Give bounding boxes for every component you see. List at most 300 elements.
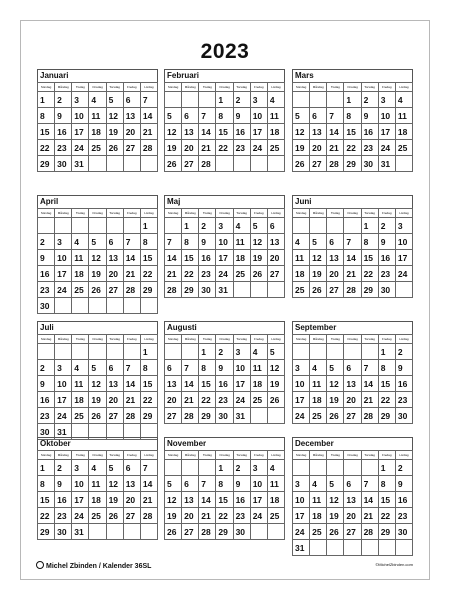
day-cell: 14	[199, 124, 216, 140]
day-cell: 21	[123, 266, 140, 282]
day-cell: 17	[55, 392, 72, 408]
weekday-label: Fredag	[378, 335, 395, 344]
week-row	[165, 460, 285, 476]
day-cell: 12	[165, 124, 182, 140]
day-cell: 29	[140, 282, 157, 298]
day-cell: 23	[55, 508, 72, 524]
week-row	[293, 376, 413, 392]
day-cell: 10	[250, 108, 267, 124]
day-cell: 2	[55, 460, 72, 476]
day-cell: 7	[140, 460, 157, 476]
day-cell: 20	[182, 508, 199, 524]
day-cell: 4	[89, 460, 106, 476]
day-cell: 11	[267, 108, 284, 124]
day-cell: 4	[72, 360, 89, 376]
day-cell	[327, 460, 344, 476]
day-cell: 24	[293, 408, 310, 424]
weekday-label: Torsdag	[106, 83, 123, 92]
day-cell: 16	[55, 492, 72, 508]
week-row	[165, 476, 285, 492]
day-cell	[216, 156, 233, 172]
day-cell: 29	[140, 408, 157, 424]
day-cell: 11	[89, 476, 106, 492]
weekday-label: Torsdag	[361, 335, 378, 344]
week-row	[38, 282, 158, 298]
month-grid	[37, 450, 158, 540]
day-cell: 1	[140, 344, 157, 360]
day-cell: 13	[182, 492, 199, 508]
day-cell: 5	[310, 234, 327, 250]
month-grid	[164, 450, 285, 540]
day-cell: 14	[344, 250, 361, 266]
day-cell: 3	[72, 92, 89, 108]
day-cell	[310, 344, 327, 360]
day-cell: 10	[55, 250, 72, 266]
day-cell: 12	[165, 492, 182, 508]
week-row	[165, 156, 285, 172]
day-cell: 6	[182, 108, 199, 124]
weekday-label: Tisdag	[327, 335, 344, 344]
day-cell: 19	[310, 266, 327, 282]
day-cell: 28	[140, 140, 157, 156]
day-cell: 2	[199, 218, 216, 234]
day-cell: 24	[55, 408, 72, 424]
day-cell: 29	[378, 524, 395, 540]
day-cell: 16	[361, 124, 378, 140]
day-cell: 10	[55, 376, 72, 392]
day-cell: 22	[378, 392, 395, 408]
day-cell: 31	[216, 282, 233, 298]
day-cell	[293, 344, 310, 360]
month-september	[292, 321, 413, 424]
weekday-label: Onsdag	[216, 83, 233, 92]
month-november	[164, 437, 285, 540]
day-cell: 22	[216, 140, 233, 156]
day-cell: 8	[378, 476, 395, 492]
day-cell: 30	[38, 424, 55, 440]
weekday-label: Lördag	[140, 451, 157, 460]
weekday-label: Onsdag	[89, 335, 106, 344]
day-cell: 25	[72, 408, 89, 424]
day-cell	[123, 298, 140, 314]
day-cell	[140, 524, 157, 540]
weekday-label: Lördag	[140, 335, 157, 344]
day-cell	[344, 344, 361, 360]
day-cell: 21	[199, 140, 216, 156]
weekday-label: Lördag	[140, 209, 157, 218]
weekday-label: Måndag	[310, 83, 327, 92]
day-cell: 5	[267, 344, 284, 360]
day-cell: 18	[310, 508, 327, 524]
weekday-label: Fredag	[123, 451, 140, 460]
day-cell: 27	[327, 282, 344, 298]
day-cell: 6	[344, 360, 361, 376]
day-cell: 15	[378, 492, 395, 508]
week-row	[38, 298, 158, 314]
weekday-label: Måndag	[55, 83, 72, 92]
day-cell: 21	[344, 266, 361, 282]
day-cell	[361, 460, 378, 476]
day-cell: 22	[182, 266, 199, 282]
day-cell: 31	[293, 540, 310, 556]
day-cell	[123, 524, 140, 540]
day-cell: 3	[293, 476, 310, 492]
day-cell: 27	[182, 524, 199, 540]
day-cell: 30	[395, 408, 412, 424]
day-cell: 26	[165, 156, 182, 172]
day-cell	[89, 298, 106, 314]
day-cell: 11	[233, 234, 250, 250]
day-cell: 18	[89, 124, 106, 140]
day-cell: 2	[55, 92, 72, 108]
day-cell: 13	[267, 234, 284, 250]
day-cell	[199, 92, 216, 108]
day-cell: 26	[89, 282, 106, 298]
day-cell: 1	[38, 460, 55, 476]
day-cell: 26	[293, 156, 310, 172]
day-cell: 27	[344, 524, 361, 540]
week-row	[38, 234, 158, 250]
weekday-label: Onsdag	[216, 209, 233, 218]
day-cell: 2	[216, 344, 233, 360]
week-row	[38, 376, 158, 392]
month-juni	[292, 195, 413, 298]
day-cell: 9	[395, 476, 412, 492]
day-cell: 3	[293, 360, 310, 376]
day-cell: 20	[344, 508, 361, 524]
day-cell: 5	[250, 218, 267, 234]
day-cell	[182, 92, 199, 108]
day-cell: 23	[38, 282, 55, 298]
day-cell: 23	[233, 140, 250, 156]
day-cell: 22	[199, 392, 216, 408]
week-row	[38, 108, 158, 124]
day-cell: 19	[327, 508, 344, 524]
day-cell: 5	[89, 360, 106, 376]
day-cell: 17	[250, 124, 267, 140]
day-cell: 3	[72, 460, 89, 476]
weekday-label: Söndag	[38, 83, 55, 92]
day-cell: 12	[89, 376, 106, 392]
month-title: Juni	[292, 195, 413, 208]
day-cell: 25	[395, 140, 412, 156]
day-cell: 10	[293, 376, 310, 392]
day-cell: 8	[216, 476, 233, 492]
day-cell: 27	[106, 282, 123, 298]
weekday-label: Torsdag	[361, 451, 378, 460]
day-cell: 24	[378, 140, 395, 156]
day-cell: 15	[182, 250, 199, 266]
day-cell: 24	[72, 140, 89, 156]
day-cell: 21	[327, 140, 344, 156]
day-cell: 21	[182, 392, 199, 408]
day-cell: 5	[89, 234, 106, 250]
weekday-label: Fredag	[378, 209, 395, 218]
week-row	[293, 140, 413, 156]
day-cell: 3	[250, 460, 267, 476]
day-cell: 8	[140, 234, 157, 250]
day-cell: 17	[72, 492, 89, 508]
day-cell: 9	[55, 476, 72, 492]
day-cell: 15	[361, 250, 378, 266]
day-cell: 8	[344, 108, 361, 124]
day-cell	[293, 460, 310, 476]
day-cell: 19	[327, 392, 344, 408]
day-cell: 5	[106, 460, 123, 476]
day-cell	[395, 156, 412, 172]
day-cell: 20	[310, 140, 327, 156]
day-cell: 2	[38, 360, 55, 376]
day-cell: 4	[72, 234, 89, 250]
day-cell: 30	[55, 156, 72, 172]
day-cell: 14	[140, 108, 157, 124]
day-cell: 1	[216, 92, 233, 108]
day-cell	[250, 408, 267, 424]
weekday-label: Tisdag	[72, 209, 89, 218]
day-cell: 13	[182, 124, 199, 140]
day-cell: 6	[182, 476, 199, 492]
week-row	[293, 460, 413, 476]
week-row	[165, 140, 285, 156]
day-cell	[327, 540, 344, 556]
month-title: Augusti	[164, 321, 285, 334]
weekday-label: Onsdag	[344, 83, 361, 92]
day-cell: 9	[361, 108, 378, 124]
weekday-label: Lördag	[267, 451, 284, 460]
week-row	[293, 408, 413, 424]
day-cell: 18	[267, 492, 284, 508]
weekday-label: Onsdag	[344, 335, 361, 344]
day-cell: 14	[199, 492, 216, 508]
month-grid	[292, 82, 413, 172]
day-cell: 10	[72, 108, 89, 124]
day-cell	[250, 156, 267, 172]
day-cell: 27	[267, 266, 284, 282]
month-title: Januari	[37, 69, 158, 82]
week-row	[38, 392, 158, 408]
day-cell: 14	[327, 124, 344, 140]
day-cell: 7	[182, 360, 199, 376]
day-cell: 9	[199, 234, 216, 250]
day-cell	[140, 298, 157, 314]
day-cell: 21	[165, 266, 182, 282]
day-cell	[55, 298, 72, 314]
day-cell	[395, 282, 412, 298]
day-cell: 8	[38, 108, 55, 124]
day-cell: 5	[327, 476, 344, 492]
day-cell: 8	[182, 234, 199, 250]
week-row	[293, 234, 413, 250]
weekday-label: Onsdag	[344, 451, 361, 460]
footer-site: ©MichelZbinden.com	[375, 562, 413, 567]
day-cell: 30	[378, 282, 395, 298]
weekday-label: Söndag	[293, 83, 310, 92]
weekday-label: Söndag	[165, 83, 182, 92]
week-row	[165, 282, 285, 298]
day-cell: 24	[293, 524, 310, 540]
day-cell: 7	[327, 108, 344, 124]
day-cell: 19	[250, 250, 267, 266]
day-cell: 16	[216, 376, 233, 392]
weekday-label: Tisdag	[72, 83, 89, 92]
day-cell: 21	[123, 392, 140, 408]
day-cell: 21	[199, 508, 216, 524]
week-row	[38, 140, 158, 156]
day-cell	[38, 218, 55, 234]
day-cell: 5	[293, 108, 310, 124]
day-cell: 1	[378, 460, 395, 476]
day-cell: 28	[165, 282, 182, 298]
weekday-label: Söndag	[165, 209, 182, 218]
week-row	[165, 492, 285, 508]
week-row	[38, 250, 158, 266]
day-cell: 16	[38, 266, 55, 282]
day-cell: 14	[361, 492, 378, 508]
day-cell	[267, 408, 284, 424]
day-cell: 23	[361, 140, 378, 156]
day-cell: 4	[250, 344, 267, 360]
weekday-label: Torsdag	[106, 209, 123, 218]
day-cell: 26	[106, 508, 123, 524]
day-cell: 7	[344, 234, 361, 250]
day-cell: 25	[267, 140, 284, 156]
week-row	[293, 124, 413, 140]
day-cell: 17	[250, 492, 267, 508]
day-cell	[106, 218, 123, 234]
day-cell	[182, 460, 199, 476]
weekday-label: Torsdag	[361, 209, 378, 218]
day-cell: 17	[378, 124, 395, 140]
weekday-label: Lördag	[395, 209, 412, 218]
day-cell: 30	[361, 156, 378, 172]
day-cell: 12	[293, 124, 310, 140]
weekday-label: Söndag	[165, 451, 182, 460]
weekday-label: Söndag	[293, 209, 310, 218]
weekday-label: Tisdag	[72, 335, 89, 344]
week-row	[165, 524, 285, 540]
weekday-label: Torsdag	[233, 83, 250, 92]
day-cell: 26	[165, 524, 182, 540]
day-cell	[165, 92, 182, 108]
day-cell: 24	[395, 266, 412, 282]
weekday-label: Fredag	[250, 335, 267, 344]
weekday-header-row	[293, 335, 413, 344]
week-row	[165, 344, 285, 360]
weekday-label: Onsdag	[89, 209, 106, 218]
day-cell: 24	[55, 282, 72, 298]
footer-author-text: Michel Zbinden / Kalender 36SL	[46, 563, 152, 570]
week-row	[38, 266, 158, 282]
weekday-label: Tisdag	[199, 335, 216, 344]
week-row	[165, 392, 285, 408]
weekday-label: Tisdag	[199, 83, 216, 92]
weekday-label: Måndag	[55, 335, 72, 344]
day-cell	[89, 344, 106, 360]
day-cell: 16	[395, 492, 412, 508]
week-row	[38, 92, 158, 108]
day-cell: 22	[216, 508, 233, 524]
day-cell	[361, 540, 378, 556]
day-cell	[233, 282, 250, 298]
day-cell: 20	[106, 392, 123, 408]
day-cell: 6	[344, 476, 361, 492]
month-juli	[37, 321, 158, 440]
day-cell: 24	[250, 508, 267, 524]
day-cell: 19	[89, 392, 106, 408]
day-cell	[250, 524, 267, 540]
day-cell: 17	[233, 376, 250, 392]
day-cell: 7	[361, 476, 378, 492]
week-row	[293, 250, 413, 266]
week-row	[293, 282, 413, 298]
day-cell: 2	[378, 218, 395, 234]
week-row	[165, 108, 285, 124]
day-cell: 17	[72, 124, 89, 140]
day-cell: 15	[216, 124, 233, 140]
day-cell	[165, 218, 182, 234]
day-cell	[123, 218, 140, 234]
day-cell: 29	[182, 282, 199, 298]
day-cell: 22	[38, 508, 55, 524]
weekday-label: Måndag	[55, 451, 72, 460]
day-cell: 2	[361, 92, 378, 108]
weekday-header-row	[293, 209, 413, 218]
month-grid	[164, 208, 285, 298]
day-cell: 31	[72, 156, 89, 172]
day-cell: 15	[140, 250, 157, 266]
day-cell: 8	[140, 360, 157, 376]
day-cell: 14	[123, 376, 140, 392]
day-cell	[395, 540, 412, 556]
day-cell	[327, 218, 344, 234]
day-cell: 25	[293, 282, 310, 298]
day-cell: 11	[310, 492, 327, 508]
week-row	[165, 508, 285, 524]
weekday-label: Fredag	[378, 83, 395, 92]
day-cell: 11	[310, 376, 327, 392]
day-cell: 11	[267, 476, 284, 492]
day-cell: 7	[140, 92, 157, 108]
day-cell: 21	[140, 492, 157, 508]
day-cell: 29	[344, 156, 361, 172]
weekday-header-row	[293, 83, 413, 92]
day-cell: 15	[38, 124, 55, 140]
day-cell: 1	[38, 92, 55, 108]
day-cell: 10	[378, 108, 395, 124]
weekday-label: Fredag	[250, 209, 267, 218]
weekday-label: Tisdag	[327, 83, 344, 92]
day-cell	[55, 218, 72, 234]
day-cell: 13	[344, 492, 361, 508]
day-cell: 6	[123, 92, 140, 108]
day-cell: 31	[72, 524, 89, 540]
day-cell	[89, 218, 106, 234]
day-cell: 4	[233, 218, 250, 234]
weekday-label: Söndag	[38, 335, 55, 344]
weekday-label: Fredag	[123, 335, 140, 344]
day-cell: 18	[72, 266, 89, 282]
day-cell: 28	[123, 282, 140, 298]
day-cell: 22	[361, 266, 378, 282]
day-cell	[344, 218, 361, 234]
day-cell: 19	[165, 140, 182, 156]
day-cell: 16	[395, 376, 412, 392]
week-row	[293, 392, 413, 408]
week-row	[165, 234, 285, 250]
week-row	[165, 408, 285, 424]
month-title: December	[292, 437, 413, 450]
day-cell: 3	[55, 360, 72, 376]
